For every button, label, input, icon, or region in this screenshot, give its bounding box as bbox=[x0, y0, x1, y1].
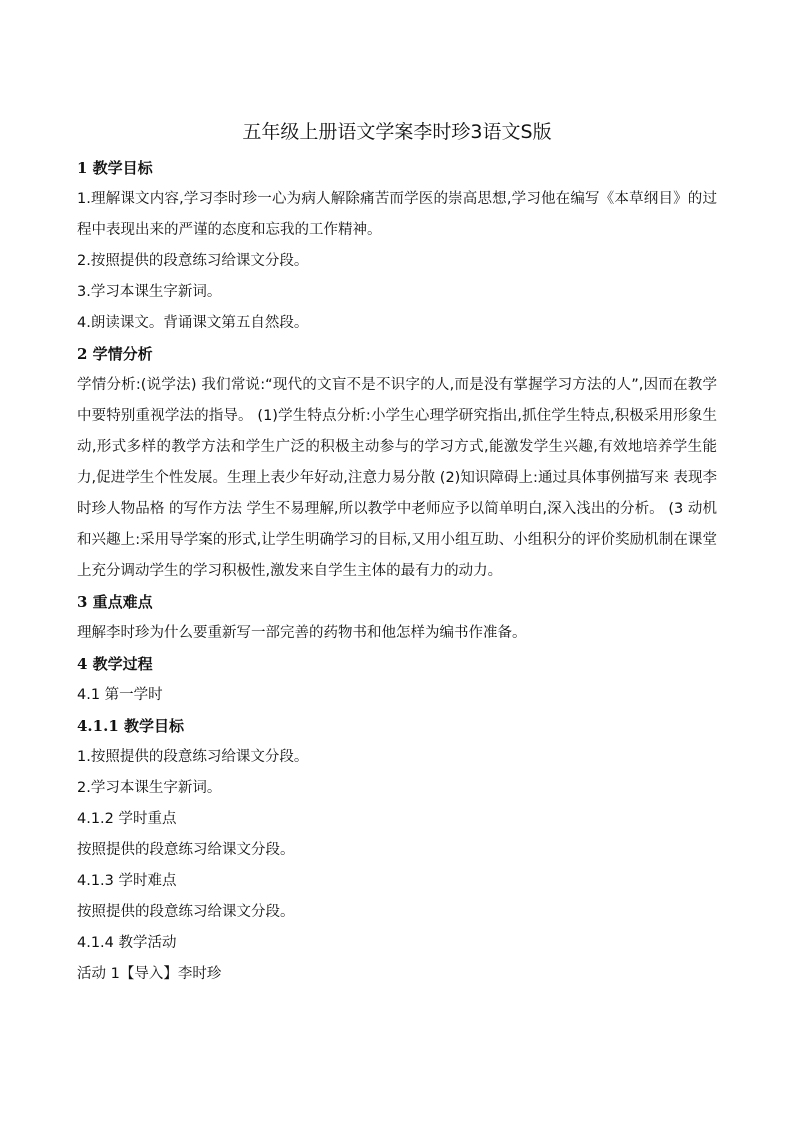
goal-item-2: 2.按照提供的段意练习给课文分段。 bbox=[77, 253, 309, 269]
subsection-heading-teaching-activities: 4.1.4 教学活动 bbox=[77, 935, 177, 951]
section-heading-teaching-goals: 1 教学目标 bbox=[77, 159, 153, 177]
goal-item-3: 3.学习本课生字新词。 bbox=[77, 284, 222, 300]
lesson-difficulty-text: 按照提供的段意练习给课文分段。 bbox=[77, 904, 295, 920]
section-heading-learner-analysis: 2 学情分析 bbox=[77, 345, 153, 363]
subsection-first-lesson: 4.1 第一学时 bbox=[77, 687, 163, 703]
subsection-heading-lesson-difficulty: 4.1.3 学时难点 bbox=[77, 873, 177, 889]
section-heading-teaching-process: 4 教学过程 bbox=[77, 655, 153, 673]
subsection-heading-lesson-key: 4.1.2 学时重点 bbox=[77, 811, 177, 827]
section-heading-key-points: 3 重点难点 bbox=[77, 593, 153, 611]
subsection-heading-lesson-goals: 4.1.1 教学目标 bbox=[77, 717, 184, 735]
document-title: 五年级上册语文学案李时珍3语文S版 bbox=[242, 121, 552, 143]
activity-1-label: 活动 1【导入】李时珍 bbox=[77, 966, 222, 982]
learner-analysis-text: 学情分析:(说学法) 我们常说:“现代的文盲不是不识字的人,而是没有掌握学习方法的人”,因而在教学中要特别重视学法的指导。 (1)学生特点分析:小学生心理学研究指出,抓住学生特点,积极采用形象生动,形式多样的教学方法和学生广泛的积极主动参与的学习方式,能激发学生兴趣,有效地培养学生能力,促进学生个性发展。生理上表少年好动,注意力易分散 (2)知识障碍上:通过具体事例描写来 表现李时珍人物品格 的写作方法 学生不易理解,所以教学中老师应予以简单明白,深入浅出的分析。 (3 动机和兴趣上:采用导学案的形式,让学生明确学习的目标,又用小组互助、小组积分的评价奖励机制在课堂上充分调动学生的学习积极性,激发来自学生主体的最有力的动力。 bbox=[77, 377, 717, 579]
lesson-goal-item-1: 1.按照提供的段意练习给课文分段。 bbox=[77, 749, 309, 765]
document-body bbox=[77, 153, 717, 990]
lesson-goal-item-2: 2.学习本课生字新词。 bbox=[77, 780, 222, 796]
goal-item-1: 1.理解课文内容,学习李时珍一心为病人解除痛苦而学医的崇高思想,学习他在编写《本草纲目》的过程中表现出来的严谨的态度和忘我的工作精神。 bbox=[77, 191, 717, 238]
goal-item-4: 4.朗读课文。背诵课文第五自然段。 bbox=[77, 315, 309, 331]
key-points-text: 理解李时珍为什么要重新写一部完善的药物书和他怎样为编书作准备。 bbox=[77, 625, 527, 641]
lesson-key-text: 按照提供的段意练习给课文分段。 bbox=[77, 842, 295, 858]
